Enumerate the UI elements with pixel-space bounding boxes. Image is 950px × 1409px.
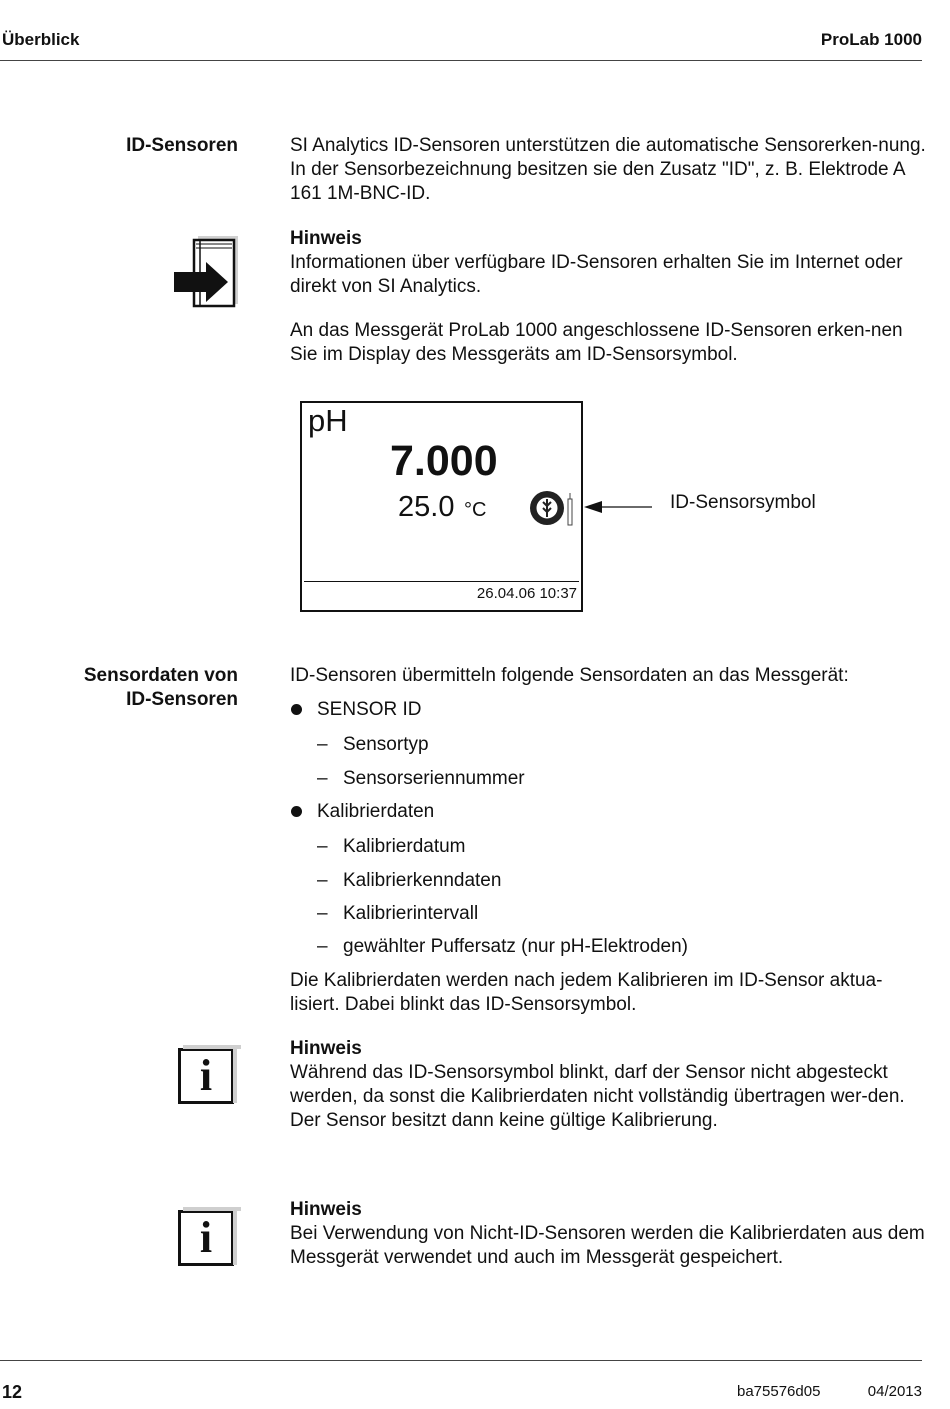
sensordata-intro: ID-Sensoren übermitteln folgende Sensordaten an das Messgerät: <box>290 665 849 686</box>
list-item: Kalibrierkenndaten <box>343 870 502 891</box>
list-item: Kalibrierintervall <box>343 903 479 924</box>
callout-arrow <box>582 498 654 516</box>
header-section-title: Überblick <box>2 30 80 49</box>
display-ph-value: 7.000 <box>390 437 498 485</box>
list-item: Sensortyp <box>343 734 429 755</box>
display-datetime: 26.04.06 10:37 <box>476 585 577 602</box>
document-date: 04/2013 <box>867 1383 922 1400</box>
info-icon <box>178 1048 234 1104</box>
display-temperature: 25.0 <box>398 491 455 523</box>
section-label-line2: ID-Sensoren <box>126 689 238 710</box>
note-availability-text: Informationen über verfügbare ID-Sensoren erhalten Sie im Internet oder direkt von SI Analytics. <box>290 252 903 297</box>
list-group-kalibrierdaten: Kalibrierdaten <box>317 801 435 822</box>
page-number: 12 <box>2 1382 23 1402</box>
display-divider <box>304 581 579 582</box>
note-availability <box>290 227 926 299</box>
callout-label: ID-Sensorsymbol <box>670 492 816 513</box>
book-arrow-icon <box>170 232 242 310</box>
note-non-id-text: Bei Verwendung von Nicht-ID-Sensoren werden die Kalibrierdaten aus dem Messgerät verwendet und auch im Messgerät gespeichert. <box>290 1223 925 1268</box>
footer-rule <box>0 1360 922 1361</box>
info-glyph: i <box>199 1213 213 1262</box>
header-rule <box>0 60 922 61</box>
note-blinking-title: Hinweis <box>290 1038 362 1059</box>
display-temperature-unit: °C <box>464 499 487 521</box>
document-code: ba75576d05 <box>737 1383 821 1400</box>
display-intro-paragraph: An das Messgerät ProLab 1000 angeschlossene ID-Sensoren erken-nen Sie im Display des Messgeräts am ID-Sensorsymbol. <box>290 320 903 365</box>
section-label-id-sensoren: ID-Sensoren <box>126 135 238 156</box>
display-parameter: pH <box>308 403 348 438</box>
dash-marker: – <box>317 768 328 789</box>
note-availability-title: Hinweis <box>290 228 362 249</box>
header-product-name: ProLab 1000 <box>820 30 922 49</box>
dash-marker: – <box>317 734 328 755</box>
dash-marker: – <box>317 870 328 891</box>
dash-marker: – <box>317 936 328 957</box>
list-item: gewählter Puffersatz (nur pH-Elektroden) <box>343 936 688 957</box>
note-non-id-title: Hinweis <box>290 1199 362 1220</box>
note-non-id-sensors <box>290 1198 926 1270</box>
dash-marker: – <box>317 903 328 924</box>
info-glyph: i <box>199 1051 213 1100</box>
info-icon <box>178 1210 234 1266</box>
id-sensor-icon <box>528 489 576 529</box>
bullet-icon <box>291 704 302 715</box>
section-label-sensordaten <box>84 664 238 712</box>
note-blinking <box>290 1037 926 1133</box>
meter-display <box>300 401 583 612</box>
list-item: Sensorseriennummer <box>343 768 525 789</box>
bullet-icon <box>291 806 302 817</box>
list-group-sensor-id: SENSOR ID <box>317 699 422 720</box>
note-blinking-text: Während das ID-Sensorsymbol blinkt, darf der Sensor nicht abgesteckt werden, da sonst die Kalibrierdaten nicht vollständig übertragen wer-den. Der Sensor besitzt dann keine gültige Kalibrierung. <box>290 1062 905 1131</box>
calibration-update-paragraph: Die Kalibrierdaten werden nach jedem Kalibrieren im ID-Sensor aktua-lisiert. Dabei blinkt das ID-Sensorsymbol. <box>290 970 883 1015</box>
dash-marker: – <box>317 836 328 857</box>
list-item: Kalibrierdatum <box>343 836 466 857</box>
section-label-line1: Sensordaten von <box>83 665 238 686</box>
intro-paragraph: SI Analytics ID-Sensoren unterstützen die automatische Sensorerken-nung. In der Sensorbezeichnung besitzen sie den Zusatz "ID", z. B. Elektrode A 161 1M-BNC-ID. <box>290 135 926 204</box>
